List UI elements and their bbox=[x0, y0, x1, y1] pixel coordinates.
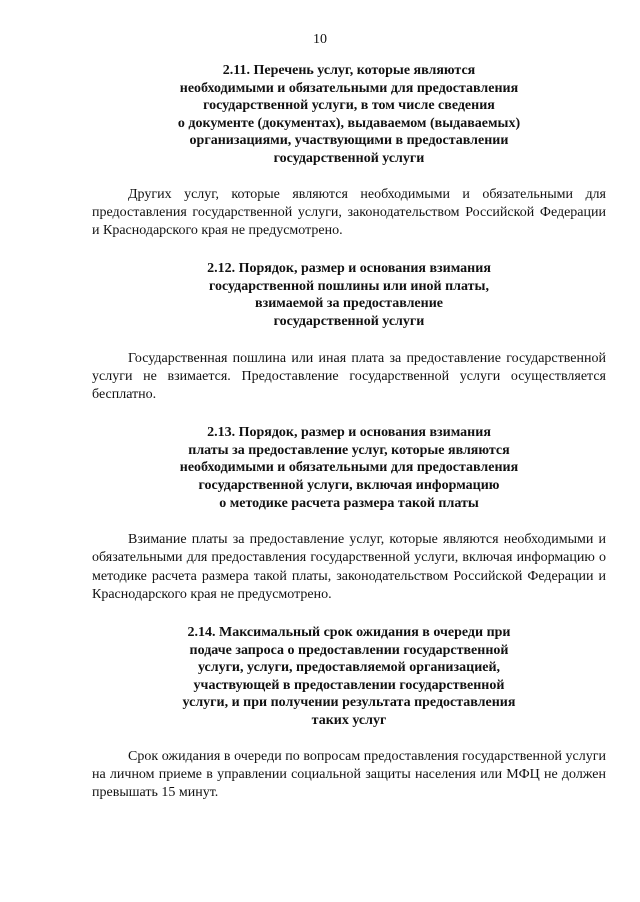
heading-line: государственной услуги, включая информацию bbox=[198, 477, 500, 493]
section-paragraph-2-14: Срок ожидания в очереди по вопросам предоставления государственной услуги на личном приеме в управлении социальной защиты населения или МФЦ не должен превышать 15 минут. bbox=[92, 748, 606, 800]
heading-line: 2.14. Максимальный срок ожидания в очереди при bbox=[187, 624, 511, 640]
heading-line: государственной пошлины или иной платы, bbox=[209, 278, 489, 294]
heading-line: 2.12. Порядок, размер и основания взимания bbox=[207, 261, 491, 277]
section-paragraph-2-12: Государственная пошлина или иная плата за предоставление государственной услуги не взимается. Предоставление государственной услуги осуществляется бесплатно. bbox=[92, 350, 606, 402]
heading-line: необходимыми и обязательными для предоставления bbox=[179, 80, 519, 96]
heading-line: участвующей в предоставлении государственной bbox=[193, 677, 505, 693]
section-heading-2-14 bbox=[92, 624, 606, 730]
heading-line: таких услуг bbox=[311, 712, 387, 728]
heading-line: необходимыми и обязательными для предоставления bbox=[179, 460, 519, 476]
section-paragraph-2-13: Взимание платы за предоставление услуг, которые являются необходимыми и обязательными для предоставления государственной услуги, включая информацию о методике расчета размера такой платы, законодательством Российской Федерации и Краснодарского края не предусмотрено. bbox=[92, 532, 606, 602]
page-number: 10 bbox=[313, 32, 327, 47]
section-heading-2-12 bbox=[92, 260, 606, 330]
heading-line: 2.11. Перечень услуг, которые являются bbox=[222, 63, 476, 78]
heading-line: о методике расчета размера такой платы bbox=[219, 495, 479, 511]
heading-line: подаче запроса о предоставлении государственной bbox=[189, 642, 509, 658]
heading-line: государственной услуги, в том числе сведения bbox=[203, 98, 495, 114]
section-heading-2-11 bbox=[92, 62, 606, 168]
section-paragraph-2-11: Других услуг, которые являются необходимыми и обязательными для предоставления государственной услуги, законодательством Российской Федерации и Краснодарского края не предусмотрено. bbox=[92, 186, 606, 238]
heading-line: о документе (документах), выдаваемом (выдаваемых) bbox=[177, 115, 521, 131]
section-heading-2-13 bbox=[92, 424, 606, 512]
heading-line: 2.13. Порядок, размер и основания взимания bbox=[207, 425, 491, 441]
heading-line: государственной услуги bbox=[273, 313, 425, 329]
heading-line: государственной услуги bbox=[273, 150, 425, 166]
heading-line: платы за предоставление услуг, которые являются bbox=[188, 442, 510, 458]
heading-line: взимаемой за предоставление bbox=[255, 296, 443, 312]
heading-line: услуги, услуги, предоставляемой организацией, bbox=[197, 660, 501, 676]
heading-line: организациями, участвующими в предоставлении bbox=[189, 133, 509, 149]
document-body bbox=[92, 62, 606, 802]
heading-line: услуги, и при получении результата предоставления bbox=[182, 695, 516, 711]
